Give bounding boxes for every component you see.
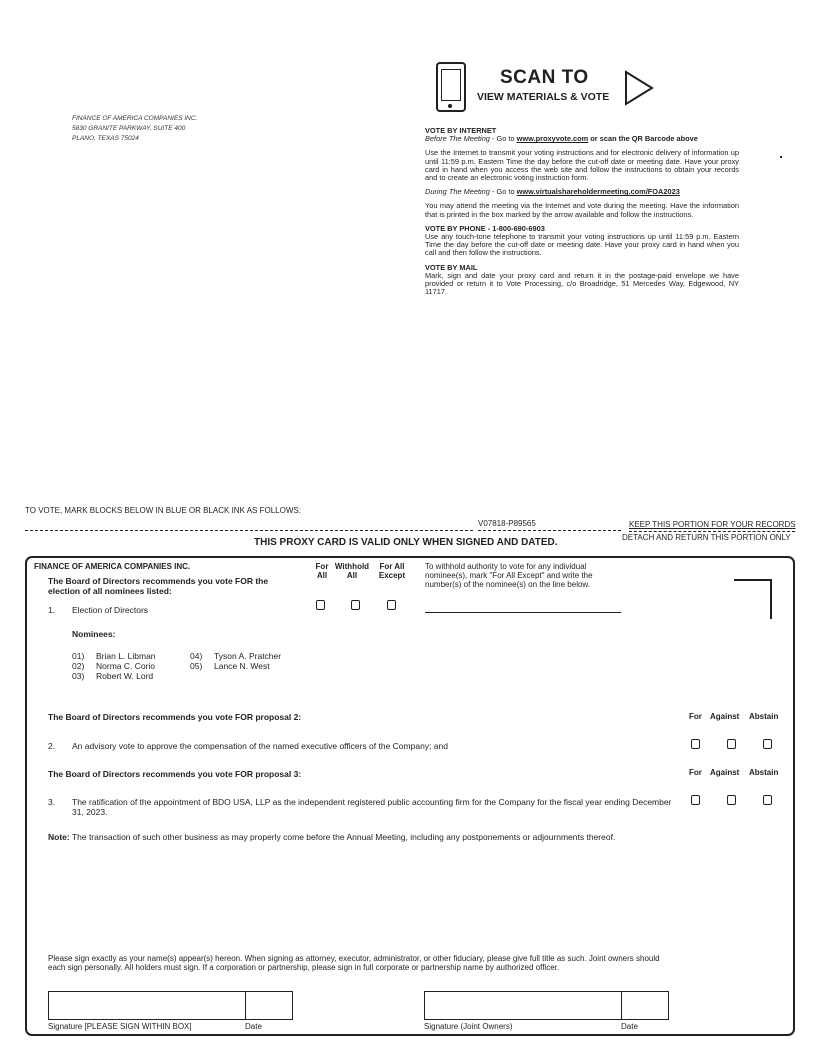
control-number: V07818-P89565 <box>478 519 536 528</box>
internet-para1: Use the Internet to transmit your voting instructions and for electronic delivery of information up until 11:59 p.m. Eastern Time the day before the cut-off date or meeting date. Have your proxy card in hand when you access the web site and follow the instructions to obtain your records and to create an electronic voting instruction form. <box>425 148 739 183</box>
internet-heading: VOTE BY INTERNET <box>425 126 497 135</box>
ink-instructions: TO VOTE, MARK BLOCKS BELOW IN BLUE OR BLACK INK AS FOLLOWS: <box>25 506 301 515</box>
nominee-item: 03) Robert W. Lord <box>72 671 154 681</box>
return-address <box>72 114 272 144</box>
proxyvote-link[interactable]: www.proxyvote.com <box>516 134 589 144</box>
mail-heading: VOTE BY MAIL <box>425 262 478 272</box>
virtual-meeting-link[interactable]: www.virtualshareholdermeeting.com/FOA2023 <box>516 187 680 197</box>
item2-num: 2. <box>48 741 56 751</box>
phone-heading: VOTE BY PHONE - 1-800-690-6903 <box>425 223 545 233</box>
p2-abstain-checkbox[interactable] <box>763 739 772 749</box>
p3-abstain-header: Abstain <box>749 768 779 777</box>
detach-return-text: DETACH AND RETURN THIS PORTION ONLY <box>622 533 791 542</box>
col-withhold-all: Withhold All <box>334 562 370 580</box>
joint-signature-box[interactable] <box>424 991 621 1020</box>
for-all-checkbox[interactable] <box>316 600 325 610</box>
item3-num: 3. <box>48 797 56 807</box>
phone-icon <box>436 62 466 112</box>
arrow-right-icon <box>624 70 654 106</box>
joint-signature-label: Signature (Joint Owners) <box>424 1022 513 1031</box>
p2-against-checkbox[interactable] <box>727 739 736 749</box>
col-for-all: For All <box>315 562 329 580</box>
p3-against-checkbox[interactable] <box>727 795 736 805</box>
nominee-list-left <box>72 651 156 681</box>
item1-text: Election of Directors <box>72 605 149 615</box>
nominee-item: 04) Tyson A. Pratcher <box>190 651 282 661</box>
p2-abstain-header: Abstain <box>749 712 779 721</box>
internet-during-line: During The Meeting - Go to www.virtualshareholdermeeting.com/FOA2023 <box>425 187 680 197</box>
signature-date-box[interactable] <box>245 991 293 1020</box>
item1-num: 1. <box>48 605 56 615</box>
board-rec-2: The Board of Directors recommends you vote FOR proposal 2: <box>48 712 302 722</box>
detach-line-mid <box>478 530 621 531</box>
note: Note: The transaction of such other business as may properly come before the Annual Meeting, including any postponements or adjournments thereof. <box>48 832 616 842</box>
valid-notice: THIS PROXY CARD IS VALID ONLY WHEN SIGNED AND DATED. <box>254 537 558 548</box>
for-all-except-checkbox[interactable] <box>387 600 396 610</box>
card-company: FINANCE OF AMERICA COMPANIES INC. <box>34 562 191 571</box>
dot-mark <box>780 156 782 158</box>
control-corner-mark <box>734 579 772 619</box>
nominee-item: 02) Norma C. Corio <box>72 661 156 671</box>
p2-against-header: Against <box>710 712 740 721</box>
col-for-all-except: For All Except <box>378 562 406 580</box>
nominee-item: 05) Lance N. West <box>190 661 270 671</box>
p3-for-header: For <box>689 768 702 777</box>
mail-text: Mark, sign and date your proxy card and return it in the postage-paid envelope we have provided or return it to Vote Processing, c/o Broadridge, 51 Mercedes Way, Edgewood, NY 11717. <box>425 270 739 297</box>
joint-date-box[interactable] <box>621 991 669 1020</box>
p3-against-header: Against <box>710 768 740 777</box>
return-street: 5830 GRANITE PARKWAY, SUITE 400 <box>72 125 186 132</box>
joint-date-label: Date <box>621 1022 638 1031</box>
detach-line-left <box>25 530 473 531</box>
p2-for-header: For <box>689 712 702 721</box>
signature-box[interactable] <box>48 991 245 1020</box>
internet-before-line: Before The Meeting - Go to www.proxyvote.com or scan the QR Barcode above <box>425 134 698 144</box>
detach-line-right <box>629 531 795 532</box>
internet-para2: You may attend the meeting via the Internet and vote during the meeting. Have the information that is printed in the box marked by the arrow available and follow the instructions. <box>425 201 739 219</box>
voting-methods <box>425 127 739 296</box>
board-rec-3: The Board of Directors recommends you vote FOR proposal 3: <box>48 769 302 779</box>
p2-for-checkbox[interactable] <box>691 739 700 749</box>
board-rec-1: The Board of Directors recommends you vote FOR the election of all nominees listed: <box>48 576 269 596</box>
nominee-item: 01) Brian L. Libman <box>72 651 156 661</box>
nominees-label: Nominees: <box>72 629 116 639</box>
nominee-list-right <box>190 651 281 671</box>
p3-abstain-checkbox[interactable] <box>763 795 772 805</box>
item3-text: The ratification of the appointment of BDO USA, LLP as the independent registered public accounting firm for the Company for the fiscal year ending December 31, 2023. <box>72 797 672 817</box>
return-company: FINANCE OF AMERICA COMPANIES INC. <box>72 115 198 122</box>
keep-portion-text: KEEP THIS PORTION FOR YOUR RECORDS <box>629 520 796 529</box>
except-write-line[interactable] <box>425 612 621 613</box>
scan-subtitle: VIEW MATERIALS & VOTE <box>477 91 610 103</box>
return-city: PLANO, TEXAS 75024 <box>72 135 139 142</box>
withhold-instructions: To withhold authority to vote for any individual nominee(s), mark "For All Except" and write the number(s) of the nominee(s) on the line below. <box>425 562 593 589</box>
withhold-all-checkbox[interactable] <box>351 600 360 610</box>
date-label: Date <box>245 1022 262 1031</box>
item2-text: An advisory vote to approve the compensation of the named executive officers of the Company; and <box>72 741 448 751</box>
sign-instructions: Please sign exactly as your name(s) appear(s) hereon. When signing as attorney, executor, administrator, or other fiduciary, please give full title as such. Joint owners should each sign personally. All holders must sign. If a corporation or partnership, please sign in full corporate or partnership name by authorized officer. <box>48 954 660 972</box>
signature-label: Signature [PLEASE SIGN WITHIN BOX] <box>48 1022 192 1031</box>
scan-title: SCAN TO <box>500 67 589 88</box>
phone-text: Use any touch-tone telephone to transmit your voting instructions up until 11:59 p.m. Eastern Time the day before the cut-off date or meeting date. Have your proxy card in hand when you call and then follow the instructions. <box>425 232 739 258</box>
p3-for-checkbox[interactable] <box>691 795 700 805</box>
